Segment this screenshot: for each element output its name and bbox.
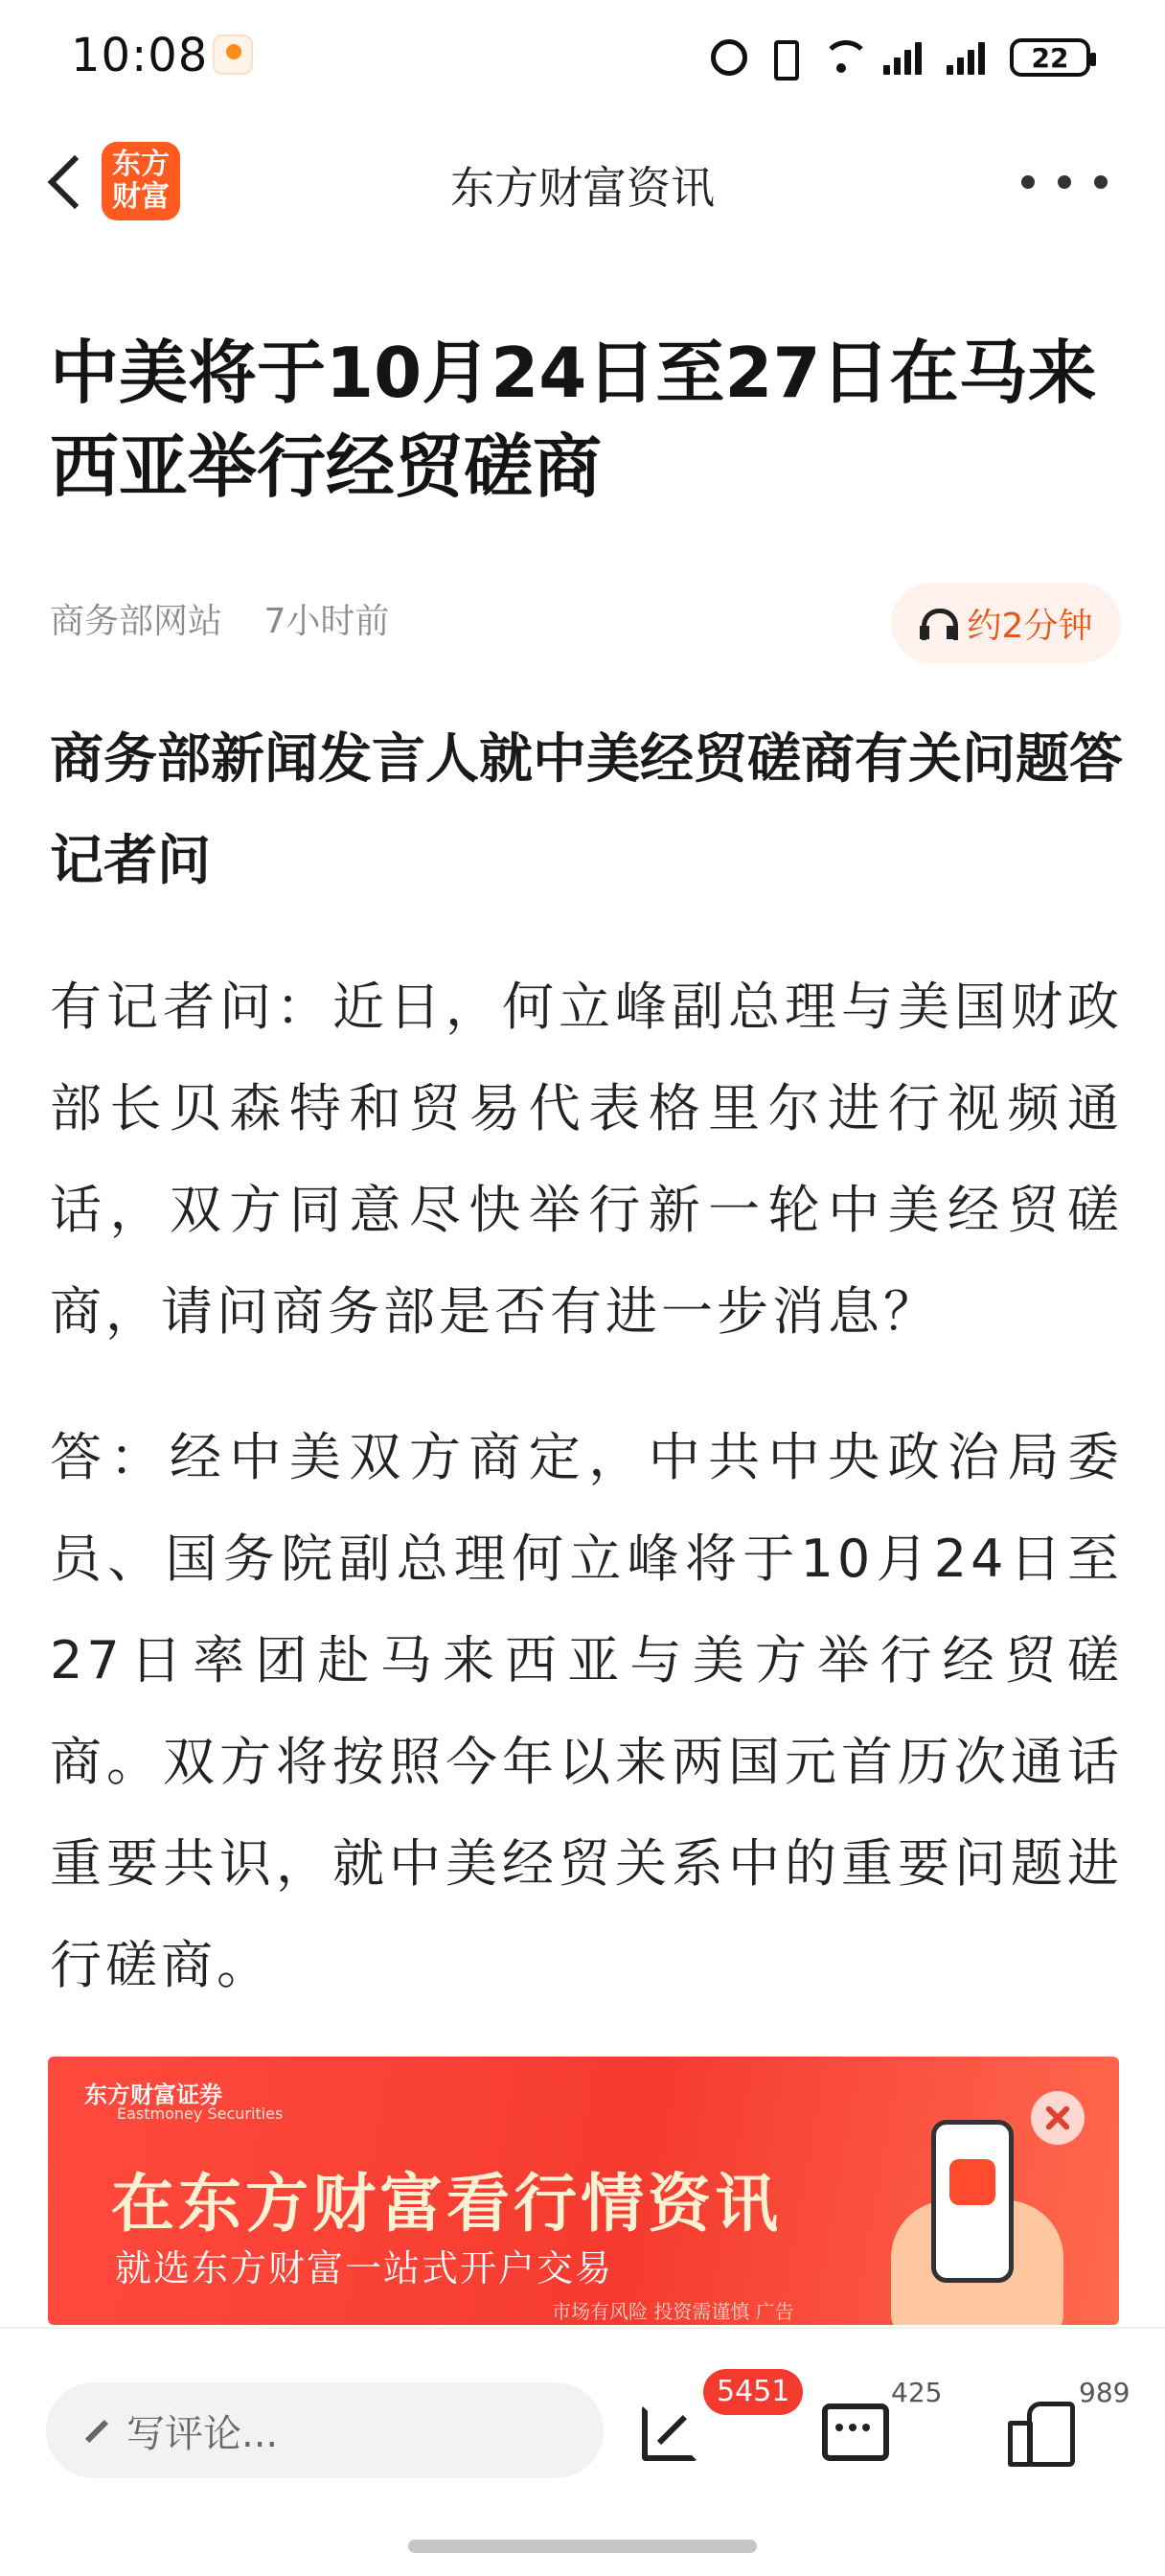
thumbs-up-icon[interactable]	[1004, 2392, 1081, 2469]
ad-banner[interactable]	[48, 2057, 1119, 2325]
ad-disclaimer: 市场有风险 投资需谨慎 广告	[552, 2300, 794, 2323]
signal-icon	[883, 40, 931, 75]
listen-button[interactable]	[891, 583, 1121, 663]
wifi-icon	[820, 38, 868, 77]
dot-icon	[849, 2424, 857, 2431]
article-time: 7小时前	[263, 602, 390, 641]
more-options-button[interactable]	[1021, 163, 1108, 201]
vibrate-icon	[763, 38, 805, 77]
comment-input[interactable]	[46, 2382, 604, 2478]
ad-brand-en: Eastmoney Securities	[117, 2104, 284, 2123]
alarm-icon	[711, 39, 747, 76]
ad-brand: 东方财富证券	[84, 2082, 222, 2108]
page-title: 东方财富资讯	[450, 162, 715, 214]
nav-bar	[0, 125, 1165, 240]
like-count: 989	[1079, 2377, 1131, 2408]
logo-line-2: 财富	[112, 180, 170, 214]
article-paragraph: 答：经中美双方商定，中共中央政治局委员、国务院副总理何立峰将于10月24日至27日率团赴马来西亚与美方举行经贸磋商。双方将按照今年以来两国元首历次通话重要共识，就中美经贸关系中的重要问题进行磋商。	[50, 1427, 1123, 1995]
app-notification-icon	[213, 34, 253, 75]
share-icon[interactable]	[632, 2392, 709, 2469]
signal-icon	[947, 40, 994, 75]
status-icons	[711, 34, 1090, 80]
article-title: 中美将于10月24日至27日在马来西亚举行经贸磋商	[50, 333, 1097, 507]
dot-icon	[1094, 175, 1108, 189]
dot-icon	[835, 2424, 843, 2431]
headphone-icon	[920, 607, 956, 639]
article-meta	[50, 594, 389, 643]
phone-illustration	[931, 2120, 1014, 2283]
bottom-action-bar	[0, 2327, 1165, 2576]
battery-level: 22	[1031, 41, 1069, 74]
dot-icon	[1021, 175, 1035, 189]
article-source[interactable]: 商务部网站	[50, 602, 223, 641]
logo-line-1: 东方	[112, 148, 170, 181]
comment-icon[interactable]	[816, 2392, 893, 2469]
dot-icon	[862, 2424, 870, 2431]
close-ad-icon[interactable]	[1031, 2091, 1085, 2145]
back-icon[interactable]	[38, 150, 98, 209]
status-bar	[0, 0, 1165, 115]
article-subheading: 商务部新闻发言人就中美经贸磋商有关问题答记者问	[50, 728, 1123, 892]
phone-app-logo-icon	[949, 2159, 995, 2205]
home-indicator[interactable]	[408, 2540, 757, 2553]
comment-count: 425	[891, 2377, 943, 2408]
article-paragraph: 有记者问：近日，何立峰副总理与美国财政部长贝森特和贸易代表格里尔进行视频通话，双方同意尽快举行新一轮中美经贸磋商，请问商务部是否有进一步消息？	[50, 977, 1123, 1342]
status-time: 10:08	[71, 29, 209, 82]
listen-duration: 约2分钟	[967, 606, 1093, 646]
ad-headline: 在东方财富看行情资讯	[111, 2167, 782, 2241]
dot-icon	[1058, 175, 1071, 189]
pencil-icon	[84, 2418, 109, 2443]
share-count-badge: 5451	[703, 2369, 803, 2415]
comment-placeholder: 写评论...	[126, 2411, 279, 2456]
app-logo[interactable]	[102, 142, 180, 220]
battery-icon	[1010, 38, 1090, 77]
ad-subline: 就选东方财富一站式开户交易	[115, 2247, 614, 2289]
